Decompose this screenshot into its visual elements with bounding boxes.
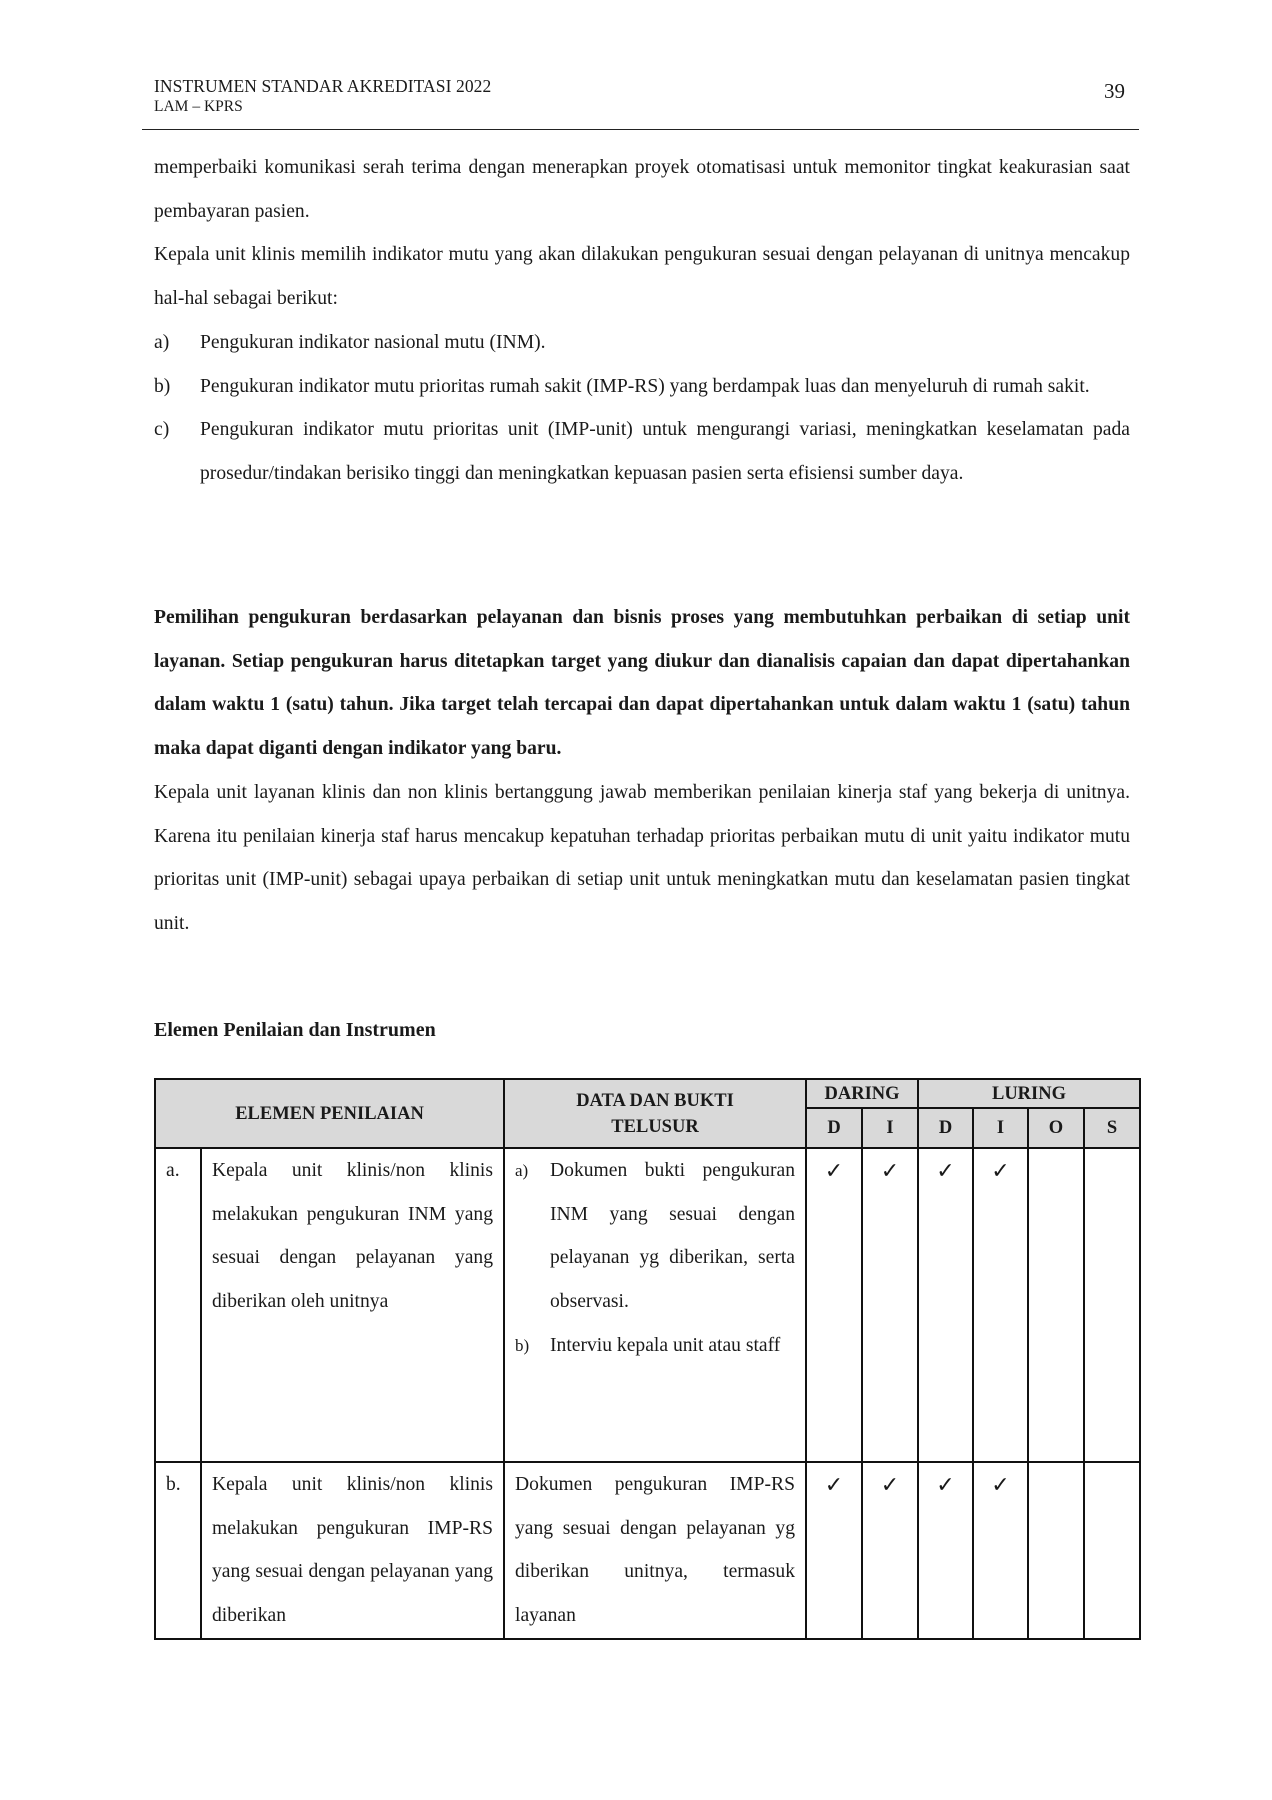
list-item-text: Pengukuran indikator mutu prioritas rumah sakit (IMP-RS) yang berdampak luas dan menyeluruh di rumah sakit. — [200, 375, 1090, 397]
section-heading: Elemen Penilaian dan Instrumen — [154, 1019, 436, 1041]
elemen-text: Kepala unit klinis/non klinis melakukan pengukuran INM yang sesuai dengan pelayanan yang diberikan oleh unitnya — [201, 1148, 504, 1462]
header-luring-s: S — [1084, 1108, 1140, 1148]
header-daring-i: I — [862, 1108, 918, 1148]
check-daring-d: ✓ — [806, 1148, 862, 1462]
elemen-text: Kepala unit klinis/non klinis melakukan pengukuran IMP-RS yang sesuai dengan pelayanan yang diberikan — [201, 1462, 504, 1639]
header-luring-d: D — [918, 1108, 973, 1148]
table-row — [155, 1462, 1140, 1639]
paragraph-continuation: memperbaiki komunikasi serah terima dengan menerapkan proyek otomatisasi untuk memonitor tingkat keakurasian saat pembayaran pasien. — [154, 157, 1130, 222]
body-text-bottom — [154, 596, 1130, 946]
check-luring-i: ✓ — [973, 1148, 1028, 1462]
list-item-text: Pengukuran indikator nasional mutu (INM). — [200, 331, 546, 353]
document-title: INSTRUMEN STANDAR AKREDITASI 2022 — [154, 76, 492, 96]
bold-paragraph: Pemilihan pengukuran berdasarkan pelayanan dan bisnis proses yang membutuhkan perbaikan di setiap unit layanan. Setiap pengukuran harus ditetapkan target yang diukur dan dianalisis capaian dan dapat dipertahankan dalam waktu 1 (satu) tahun. Jika target telah tercapai dan dapat dipertahankan untuk dalam waktu 1 (satu) tahun maka dapat diganti dengan indikator yang baru. — [154, 607, 1130, 760]
check-luring-d: ✓ — [918, 1462, 973, 1639]
indicator-list — [154, 321, 1130, 496]
row-number: a. — [155, 1148, 201, 1462]
body-text-top — [154, 146, 1130, 496]
header-luring-i: I — [973, 1108, 1028, 1148]
bukti-marker: b) — [515, 1335, 530, 1355]
page-number: 39 — [1104, 79, 1125, 103]
bukti-item — [515, 1149, 795, 1324]
check-luring-o — [1028, 1148, 1084, 1462]
list-item-text: Pengukuran indikator mutu prioritas unit (IMP-unit) untuk mengurangi variasi, meningkatkan keselamatan pada prosedur/tindakan berisiko tinggi dan meningkatkan kepuasan pasien serta efisiensi sumber daya. — [200, 419, 1130, 484]
paragraph-intro-list: Kepala unit klinis memilih indikator mutu yang akan dilakukan pengukuran sesuai dengan pelayanan di unitnya mencakup hal-hal sebagai berikut: — [154, 244, 1130, 310]
page-header — [154, 76, 1139, 130]
list-marker: c) — [154, 419, 170, 441]
header-data-bukti: DATA DAN BUKTI TELUSUR — [504, 1079, 806, 1148]
list-item — [154, 321, 1130, 365]
check-luring-d: ✓ — [918, 1148, 973, 1462]
row-number: b. — [155, 1462, 201, 1639]
list-marker: b) — [154, 375, 171, 397]
check-daring-i: ✓ — [862, 1148, 918, 1462]
bukti-text: Dokumen pengukuran IMP-RS yang sesuai dengan pelayanan yg diberikan unitnya, termasuk layanan — [504, 1462, 806, 1639]
table-row — [155, 1148, 1140, 1462]
check-daring-d: ✓ — [806, 1462, 862, 1639]
bukti-marker: a) — [515, 1161, 529, 1180]
bukti-item — [515, 1324, 795, 1368]
bukti-text: Dokumen bukti pengukuran INM yang sesuai dengan pelayanan yg diberikan, serta observasi. — [550, 1160, 795, 1313]
list-marker: a) — [154, 331, 170, 353]
check-luring-s — [1084, 1462, 1140, 1639]
header-luring-o: O — [1028, 1108, 1084, 1148]
header-divider — [142, 129, 1139, 130]
header-luring: LURING — [918, 1079, 1140, 1108]
header-daring: DARING — [806, 1079, 918, 1108]
document-subtitle: LAM – KPRS — [154, 98, 243, 115]
header-elemen-penilaian: ELEMEN PENILAIAN — [155, 1079, 504, 1148]
check-luring-s — [1084, 1148, 1140, 1462]
check-daring-i: ✓ — [862, 1462, 918, 1639]
check-luring-o — [1028, 1462, 1084, 1639]
assessment-table — [154, 1078, 1141, 1640]
paragraph-staff-performance: Kepala unit layanan klinis dan non klinis bertanggung jawab memberikan penilaian kinerja staf yang bekerja di unitnya. Karena itu penilaian kinerja staf harus mencakup kepatuhan terhadap prioritas perbaikan mutu di unit yaitu indikator mutu prioritas unit (IMP-unit) sebagai upaya perbaikan di setiap unit untuk meningkatkan mutu dan keselamatan pasien tingkat unit. — [154, 781, 1130, 934]
list-item — [154, 408, 1130, 495]
header-daring-d: D — [806, 1108, 862, 1148]
check-luring-i: ✓ — [973, 1462, 1028, 1639]
bukti-list — [504, 1148, 806, 1462]
bukti-text: Interviu kepala unit atau staff — [550, 1334, 781, 1356]
list-item — [154, 365, 1130, 409]
